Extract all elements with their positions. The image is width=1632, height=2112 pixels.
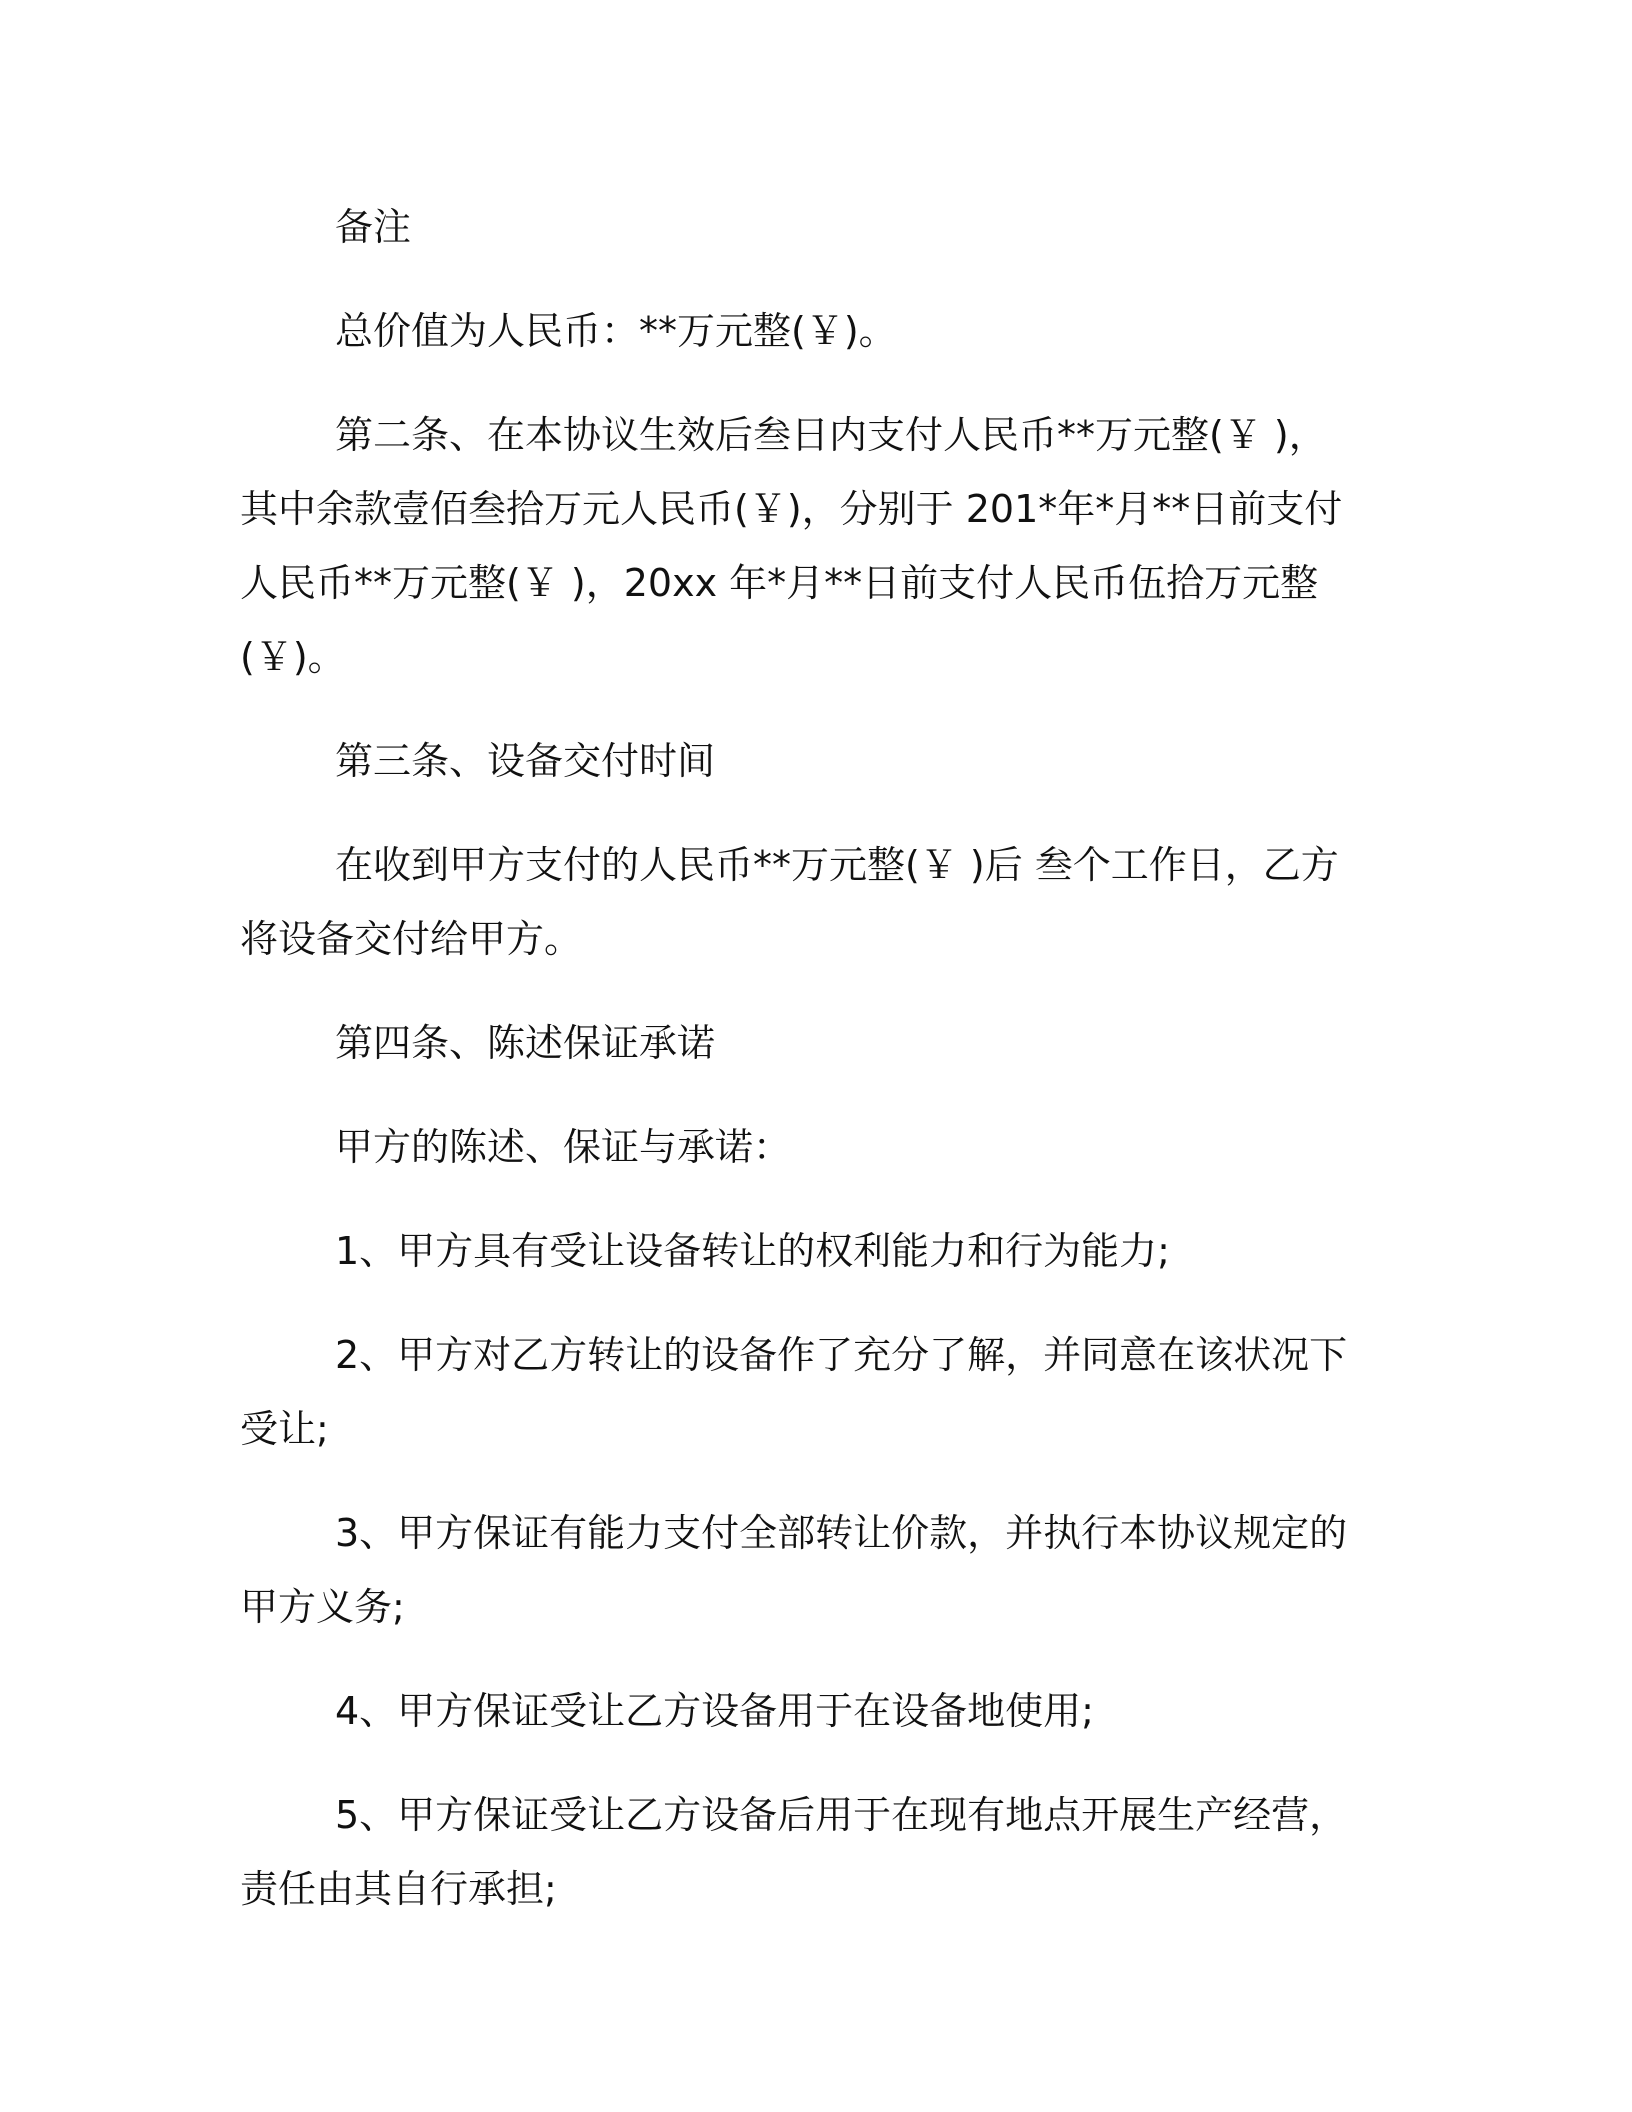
list-item-5: 5、甲方保证受让乙方设备后用于在现有地点开展生产经营，责任由其自行承担; — [240, 1793, 1348, 1911]
paragraph-article-4-heading: 第四条、陈述保证承诺 — [335, 1021, 716, 1065]
paragraph-total-value: 总价值为人民币：**万元整(￥)。 — [335, 309, 897, 353]
document-body — [240, 190, 1360, 1956]
paragraph-article-3-body: 在收到甲方支付的人民币**万元整(￥ )后 叁个工作日，乙方将设备交付给甲方。 — [240, 843, 1339, 961]
list-item-2: 2、甲方对乙方转让的设备作了充分了解，并同意在该状况下受让; — [240, 1333, 1348, 1451]
paragraph-party-a-statement: 甲方的陈述、保证与承诺： — [335, 1125, 792, 1169]
list-item-3: 3、甲方保证有能力支付全部转让价款，并执行本协议规定的甲方义务; — [240, 1511, 1348, 1629]
list-item-1: 1、甲方具有受让设备转让的权利能力和行为能力; — [335, 1229, 1170, 1273]
paragraph-article-2: 第二条、在本协议生效后叁日内支付人民币**万元整(￥ )，其中余款壹佰叁拾万元人民币(￥)，分别于 201*年*月**日前支付人民币**万元整(￥ )，20xx 年*月**日前支付人民币伍拾万元整(￥)。 — [240, 413, 1343, 679]
paragraph-article-3-heading: 第三条、设备交付时间 — [335, 739, 716, 783]
list-item-4: 4、甲方保证受让乙方设备用于在设备地使用; — [335, 1689, 1094, 1733]
paragraph-remark: 备注 — [335, 205, 412, 249]
